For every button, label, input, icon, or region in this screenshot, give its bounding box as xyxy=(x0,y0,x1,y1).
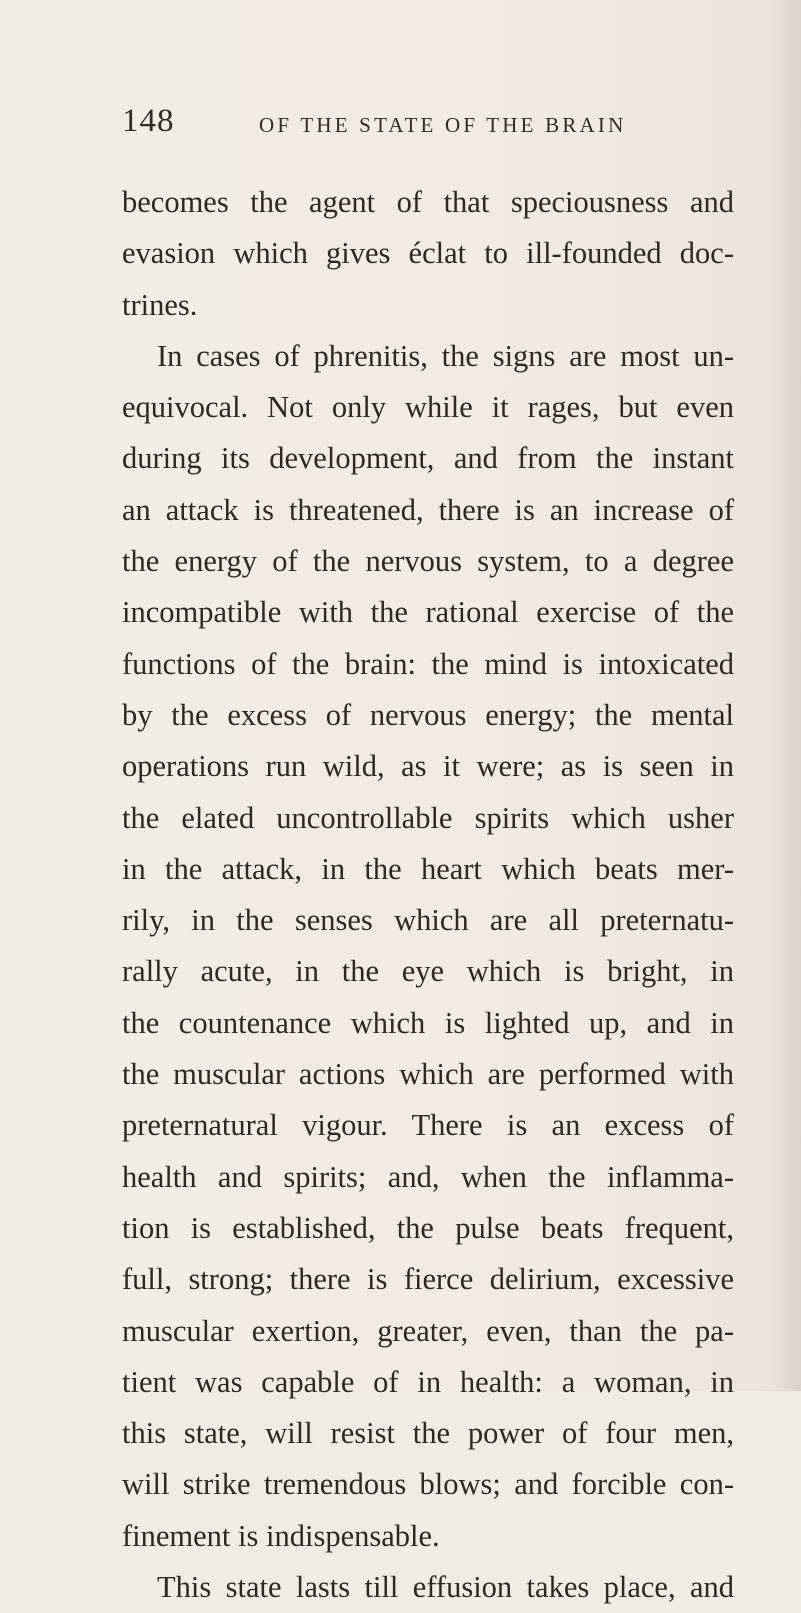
text-line: functions of the brain: the mind is intoxicated xyxy=(122,646,734,681)
text-line: the elated uncontrollable spirits which usher xyxy=(122,800,734,835)
running-head xyxy=(122,103,722,143)
text-line: tion is established, the pulse beats frequent, xyxy=(122,1210,734,1245)
text-line: preternatural vigour. There is an excess of xyxy=(122,1108,734,1143)
page-number: 148 xyxy=(122,103,175,139)
running-title: OF THE STATE OF THE BRAIN xyxy=(259,113,627,137)
text-line: evasion which gives éclat to ill-founded doc- xyxy=(122,236,734,271)
text-line: rily, in the senses which are all preternatu- xyxy=(122,903,734,938)
text-line: will strike tremendous blows; and forcible con- xyxy=(122,1467,734,1502)
text-line: the muscular actions which are performed with xyxy=(122,1057,734,1092)
text-line: health and spirits; and, when the inflamma- xyxy=(122,1159,734,1194)
text-line: This state lasts till effusion takes place, and xyxy=(157,1570,734,1605)
text-line: tient was capable of in health: a woman, in xyxy=(122,1364,734,1399)
text-line: this state, will resist the power of four men, xyxy=(122,1416,734,1451)
text-line: equivocal. Not only while it rages, but even xyxy=(122,390,734,425)
text-line: the countenance which is lighted up, and in xyxy=(122,1005,734,1040)
text-line: becomes the agent of that speciousness and xyxy=(122,185,734,219)
body-text xyxy=(122,177,734,1613)
text-line: in the attack, in the heart which beats mer- xyxy=(122,851,734,886)
text-line: operations run wild, as it were; as is seen in xyxy=(122,749,734,784)
text-line: incompatible with the rational exercise of the xyxy=(122,595,734,630)
text-line: the energy of the nervous system, to a degree xyxy=(122,544,734,579)
text-line: full, strong; there is fierce delirium, excessive xyxy=(122,1262,734,1297)
text-line: trines. xyxy=(122,287,198,322)
text-line: by the excess of nervous energy; the mental xyxy=(122,697,734,732)
text-line: during its development, and from the instant xyxy=(122,441,734,476)
text-line: muscular exertion, greater, even, than the pa- xyxy=(122,1313,734,1348)
text-line: finement is indispensable. xyxy=(122,1518,440,1553)
text-line: In cases of phrenitis, the signs are most un- xyxy=(157,338,734,373)
text-line: an attack is threatened, there is an increase of xyxy=(122,492,734,527)
text-line: rally acute, in the eye which is bright, in xyxy=(122,954,734,989)
